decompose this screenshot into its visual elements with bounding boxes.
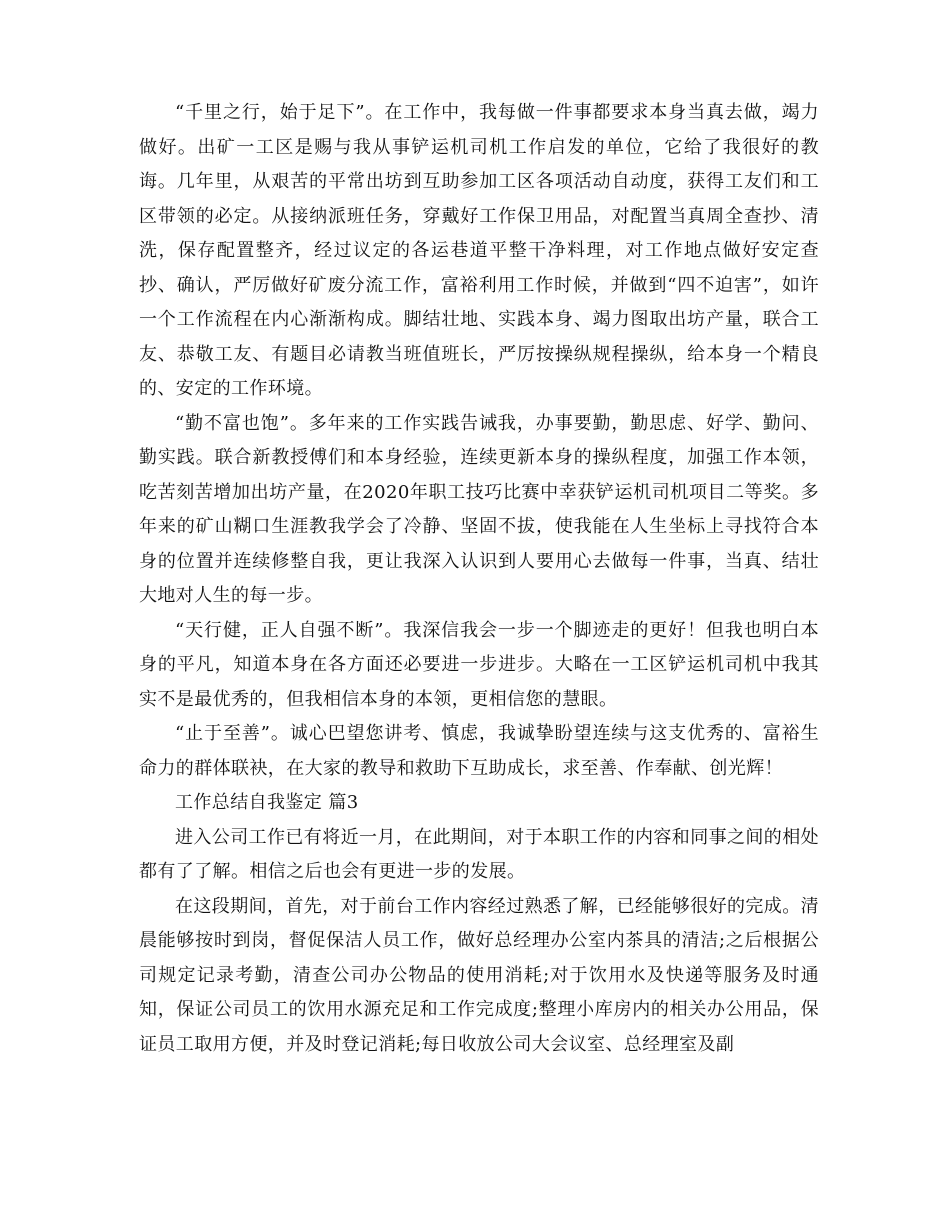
section-paragraph-1: 进入公司工作已有将近一月，在此期间，对于本职工作的内容和同事之间的相处都有了了解。相信之后也会有更进一步的发展。 <box>139 826 819 882</box>
paragraph-2: “勤不富也饱”。多年来的工作实践告诫我，办事要勤，勤思虑、好学、勤问、勤实践。联合新教授傅们和本身经验，连续更新本身的操纵程度，加强工作本领，吃苦刻苦增加出坊产量，在2020年职工技巧比赛中幸获铲运机司机项目二等奖。多年来的矿山糊口生涯教我学会了冷静、坚固不拔，使我能在人生坐标上寻找符合本身的位置并连续修整自我，更让我深入认识到人要用心去做每一件事，当真、结壮大地对人生的每一步。 <box>139 412 819 606</box>
section-paragraph-2: 在这段期间，首先，对于前台工作内容经过熟悉了解，已经能够很好的完成。清晨能够按时到岗，督促保洁人员工作，做好总经理办公室内茶具的清洁;之后根据公司规定记录考勤，清查公司办公物品的使用消耗;对于饮用水及快递等服务及时通知，保证公司员工的饮用水源充足和工作完成度;整理小库房内的相关办公用品，保证员工取用方便，并及时登记消耗;每日收放公司大会议室、总经理室及副 <box>139 895 819 1055</box>
paragraph-3: “天行健，正人自强不断”。我深信我会一步一个脚迹走的更好！但我也明白本身的平凡，知道本身在各方面还必要进一步进步。大略在一工区铲运机司机中我其实不是最优秀的，但我相信本身的本领，更相信您的慧眼。 <box>139 619 819 710</box>
paragraph-1: “千里之行，始于足下”。在工作中，我每做一件事都要求本身当真去做，竭力做好。出矿一工区是赐与我从事铲运机司机工作启发的单位，它给了我很好的教诲。几年里，从艰苦的平常出坊到互助参加工区各项活动自动度，获得工友们和工区带领的必定。从接纳派班任务，穿戴好工作保卫用品，对配置当真周全查抄、清洗，保存配置整齐，经过议定的各运巷道平整干净料理，对工作地点做好安定查抄、确认，严厉做好矿废分流工作，富裕利用工作时候，并做到“四不迫害”，如许一个工作流程在内心渐渐构成。脚结壮地、实践本身、竭力图取出坊产量，联合工友、恭敬工友、有题目必请教当班值班长，严厉按操纵规程操纵，给本身一个精良的、安定的工作环境。 <box>139 102 819 399</box>
section-heading: 工作总结自我鉴定 篇3 <box>175 792 359 813</box>
document-body <box>139 96 819 1062</box>
paragraph-4: “止于至善”。诚心巴望您讲考、慎虑，我诚挚盼望连续与这支优秀的、富裕生命力的群体联袂，在大家的教导和救助下互助成长，求至善、作奉献、创光辉！ <box>139 723 819 779</box>
